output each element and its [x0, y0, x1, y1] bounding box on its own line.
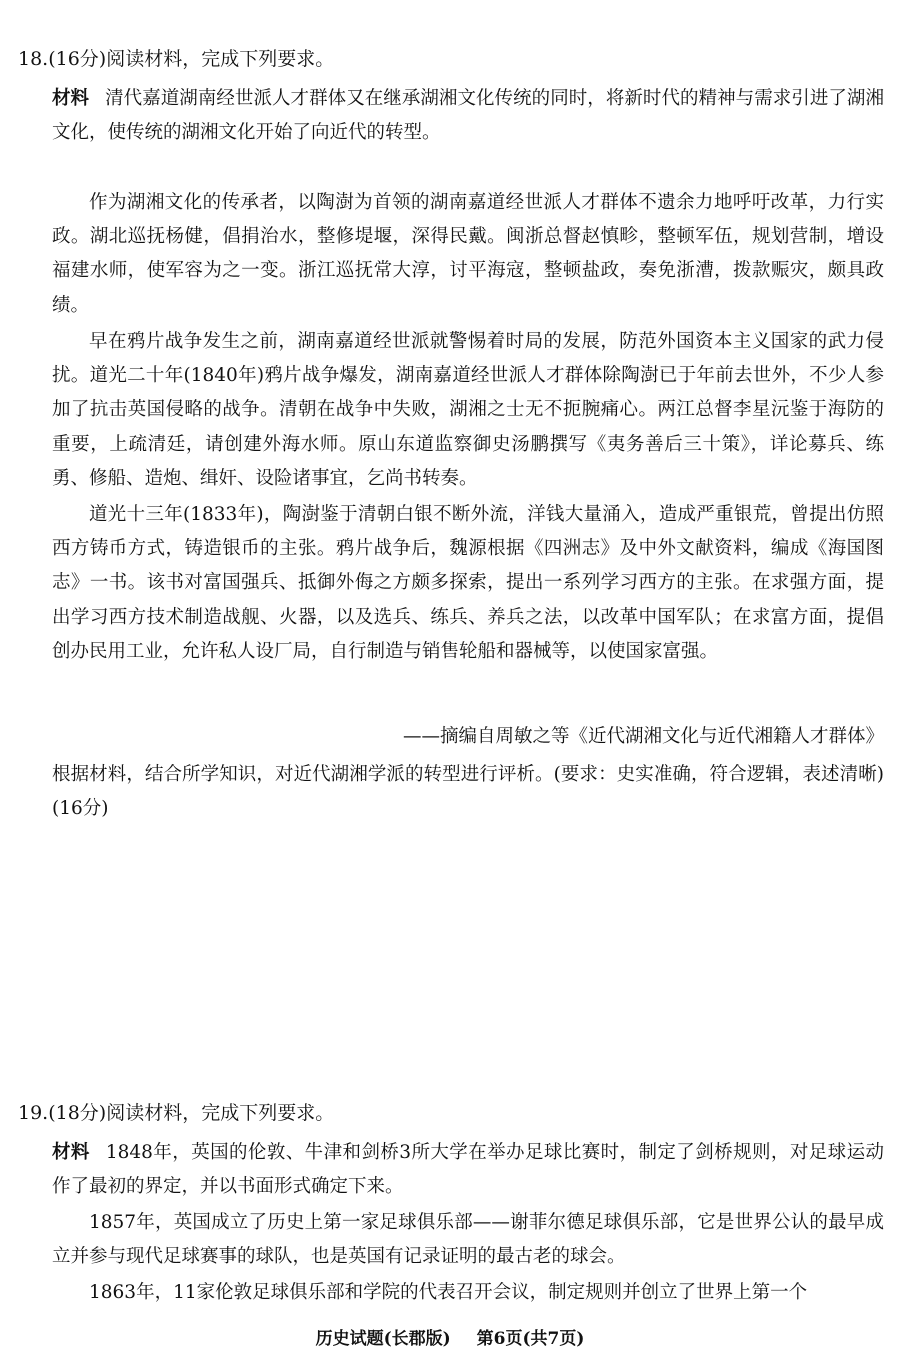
footer-subject: 历史试题(长郡版)	[315, 1329, 451, 1349]
q19-material-intro	[52, 1136, 884, 1204]
q18-material-intro	[52, 82, 884, 150]
q18-question: 根据材料，结合所学知识，对近代湖湘学派的转型进行评析。(要求：史实准确，符合逻辑，表述清晰)(16分)	[52, 764, 884, 820]
q18-source-citation: ——摘编自周敏之等《近代湖湘文化与近代湘籍人才群体》	[402, 726, 884, 747]
q18-material-label: 材料	[52, 88, 90, 109]
q18-paragraph-2: 作为湖湘文化的传承者，以陶澍为首领的湖南嘉道经世派人才群体不遗余力地呼吁改革，力行实政。湖北巡抚杨健，倡捐治水，整修堤堰，深得民戴。闽浙总督赵慎畛，整顿军伍，规划营制，增设福建水师，使军容为之一变。浙江巡抚常大淳，讨平海寇，整顿盐政，奏免浙漕，拨款赈灾，颇具政绩。	[52, 192, 884, 316]
q19-paragraph-3: 1863年，11家伦敦足球俱乐部和学院的代表召开会议，制定规则并创立了世界上第一个	[89, 1282, 808, 1303]
q18-header: 18.(16分)阅读材料，完成下列要求。	[18, 48, 335, 70]
q19-header: 19.(18分)阅读材料，完成下列要求。	[18, 1102, 335, 1124]
q18-paragraph-3: 早在鸦片战争发生之前，湖南嘉道经世派就警惕着时局的发展，防范外国资本主义国家的武力侵扰。道光二十年(1840年)鸦片战争爆发，湖南嘉道经世派人才群体除陶澍已于年前去世外，不少人参加了抗击英国侵略的战争。清朝在战争中失败，湖湘之士无不扼腕痛心。两江总督李星沅鉴于海防的重要，上疏清廷，请创建外海水师。原山东道监察御史汤鹏撰写《夷务善后三十策》，详论募兵、练勇、修船、造炮、缉奸、设险诸事宜，乞尚书转奏。	[52, 331, 884, 489]
page-footer	[0, 1326, 900, 1352]
q19-paragraph-2: 1857年，英国成立了历史上第一家足球俱乐部——谢菲尔德足球俱乐部，它是世界公认的最早成立并参与现代足球赛事的球队，也是英国有记录证明的最古老的球会。	[52, 1212, 884, 1268]
q19-paragraph-1: 1848年，英国的伦敦、牛津和剑桥3所大学在举办足球比赛时，制定了剑桥规则，对足球运动作了最初的界定，并以书面形式确定下来。	[52, 1142, 884, 1198]
q19-material-label: 材料	[52, 1142, 90, 1163]
footer-page-number: 第6页(共7页)	[476, 1329, 585, 1349]
q18-paragraph-4: 道光十三年(1833年)，陶澍鉴于清朝白银不断外流，洋钱大量涌入，造成严重银荒，曾提出仿照西方铸币方式，铸造银币的主张。鸦片战争后，魏源根据《四洲志》及中外文献资料，编成《海国图志》一书。该书对富国强兵、抵御外侮之方颇多探索，提出一系列学习西方的主张。在求强方面，提出学习西方技术制造战舰、火器，以及选兵、练兵、养兵之法，以改革中国军队；在求富方面，提倡创办民用工业，允许私人设厂局，自行制造与销售轮船和器械等，以使国家富强。	[52, 504, 884, 662]
q18-paragraph-1: 清代嘉道湖南经世派人才群体又在继承湖湘文化传统的同时，将新时代的精神与需求引进了湖湘文化，使传统的湖湘文化开始了向近代的转型。	[52, 88, 884, 144]
